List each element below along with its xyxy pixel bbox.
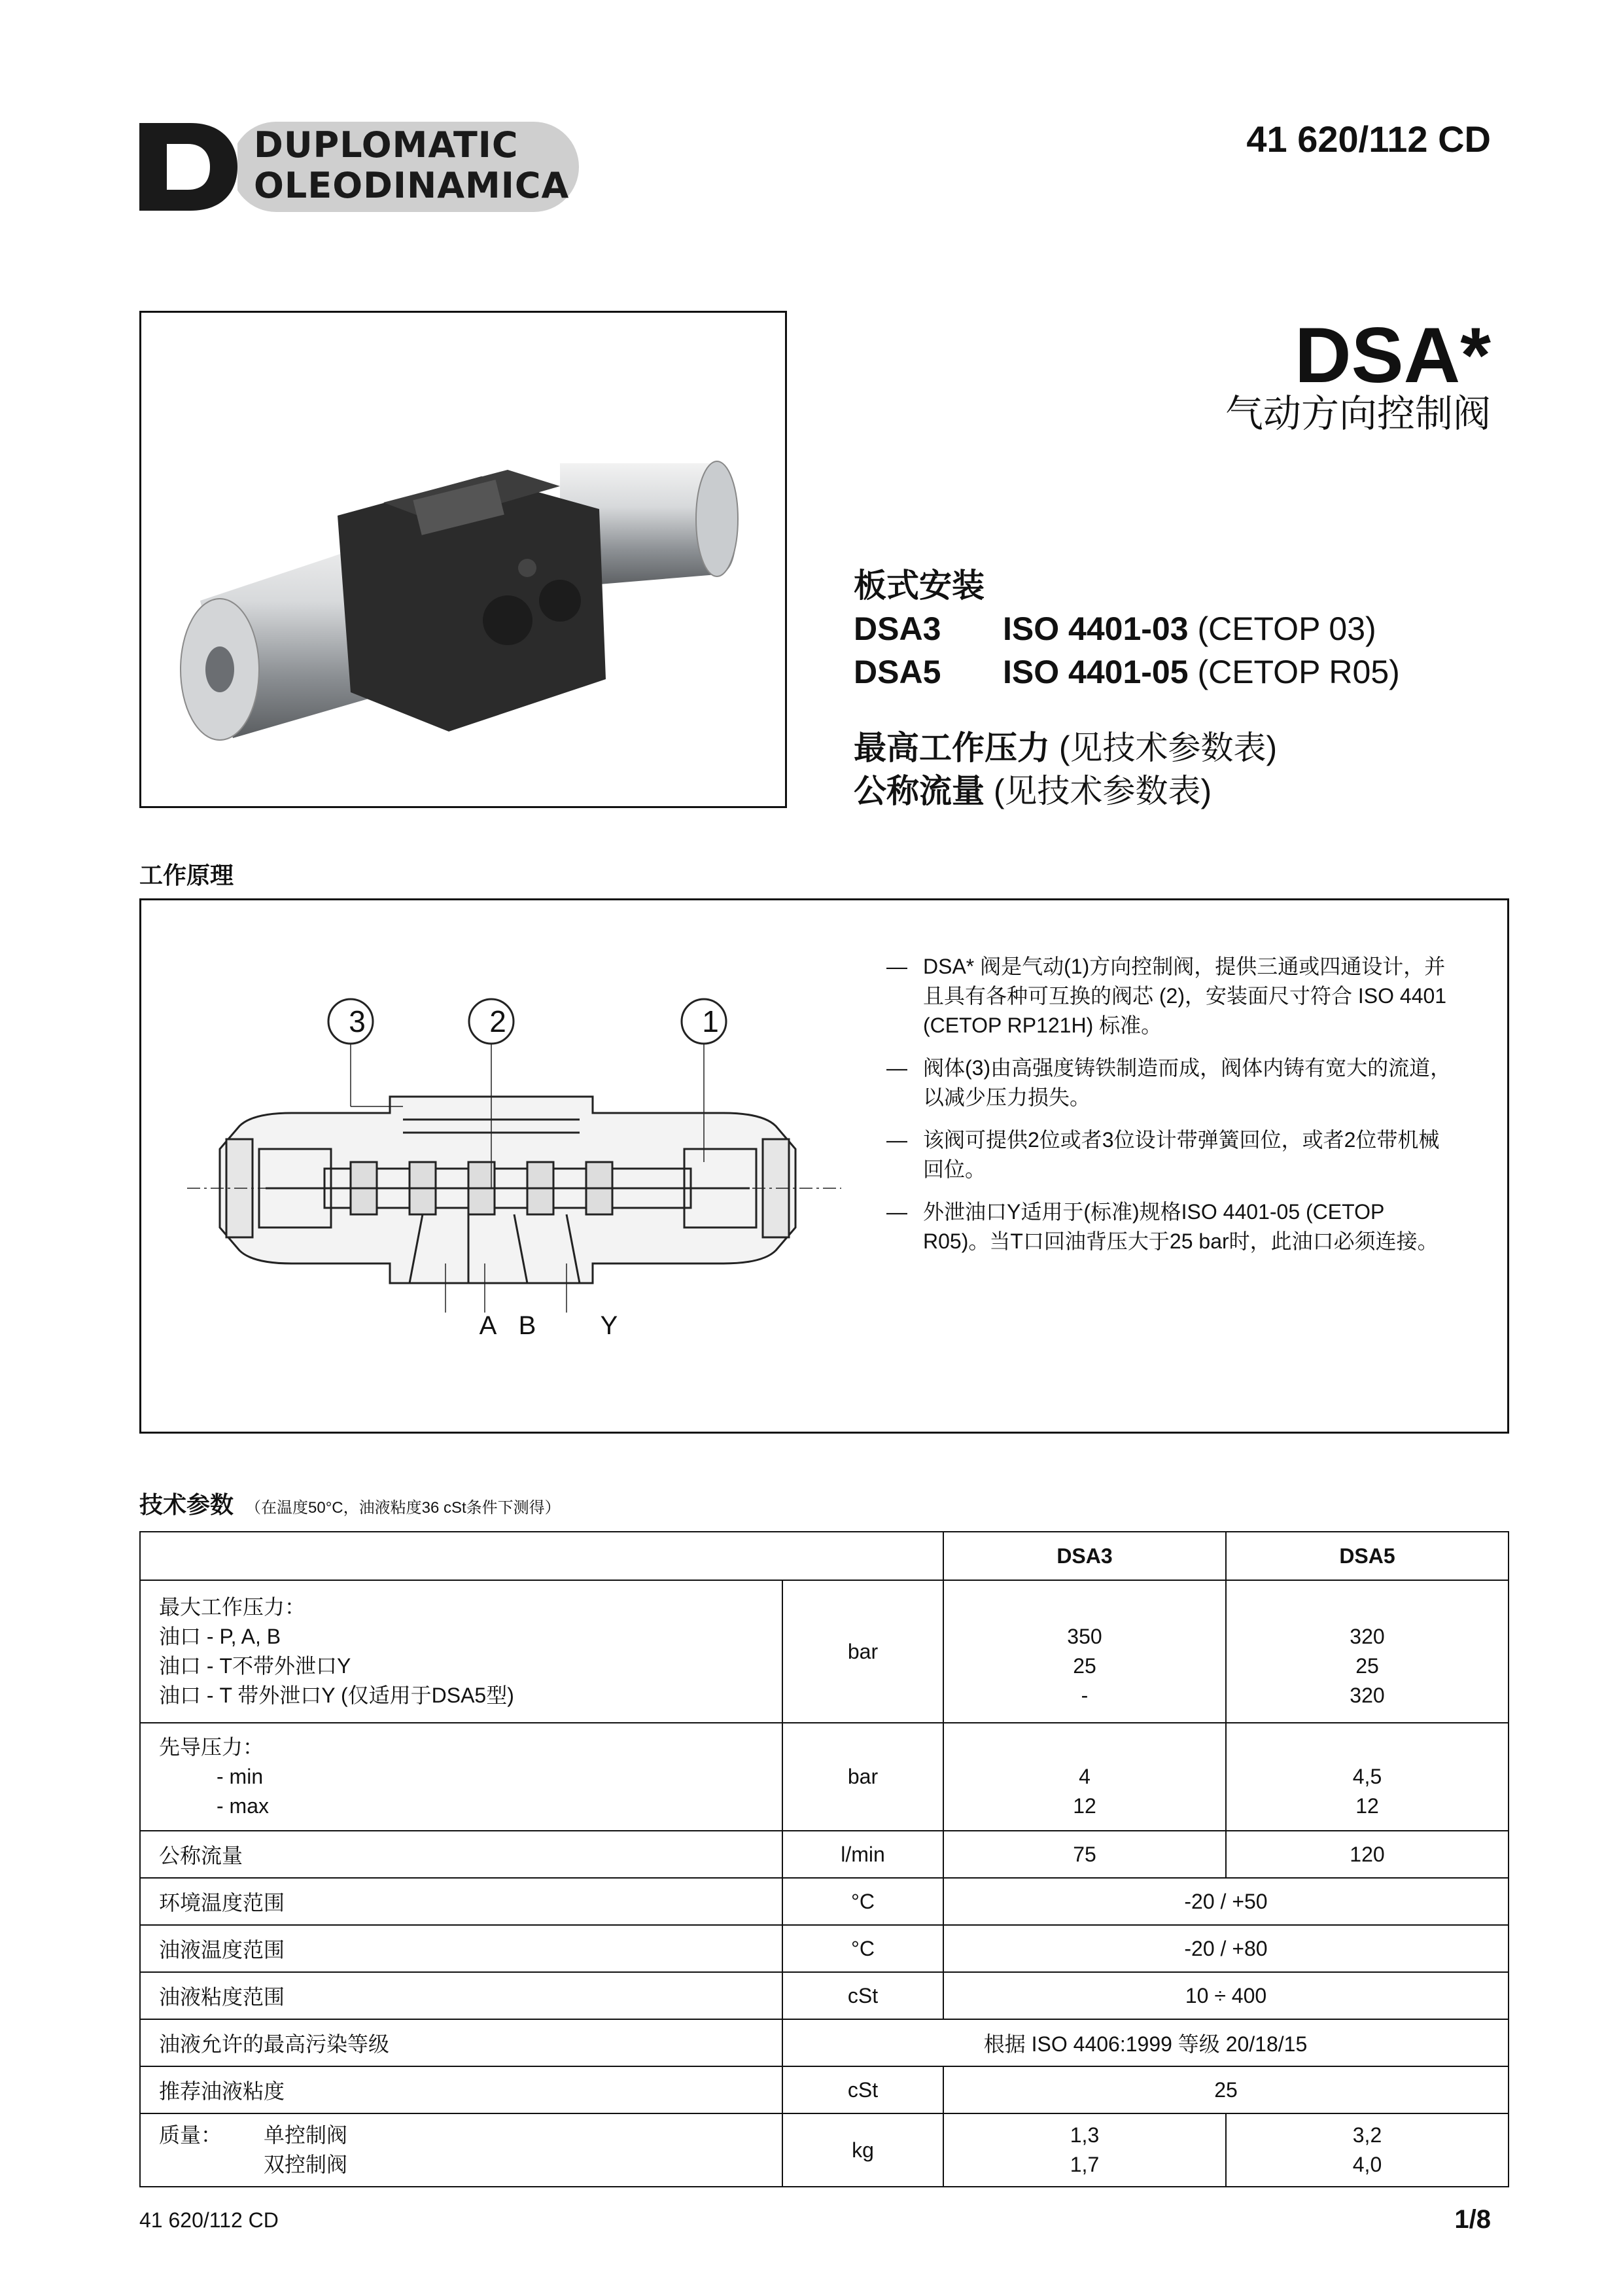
table-row: 油液允许的最高污染等级 根据 ISO 4406:1999 等级 20/18/15 [140,2019,1509,2066]
port-label-y: Y [600,1311,618,1340]
logo-line1: DUPLOMATIC [254,124,519,166]
product-title: DSA* [1294,311,1491,399]
variant-code: DSA5 [854,654,941,690]
callout-1: 1 [702,1004,719,1038]
col-dsa5: DSA5 [1226,1532,1509,1580]
document-number: 41 620/112 CD [1246,118,1491,160]
page-number: 1/8 [1454,2205,1491,2234]
variant-dsa5 [854,650,1400,694]
bullet-item: — 阀体(3)由高强度铸铁制造而成，阀体内铸有宽大的流道，以减少压力损失。 [886,1056,1452,1109]
operating-section-title: 工作原理 [139,862,234,889]
nominal-flow-label: 公称流量 [854,773,985,809]
variant-cetop: (CETOP 03) [1197,610,1376,647]
table-row: 油液粘度范围 cSt 10 ÷ 400 [140,1972,1509,2019]
variant-iso: ISO 4401-03 [1003,610,1189,647]
company-logo [139,119,579,215]
nominal-flow-note: (见技术参数表) [993,773,1212,809]
col-dsa3: DSA3 [943,1532,1226,1580]
variant-dsa3 [854,607,1376,650]
product-subtitle: 气动方向控制阀 [1225,393,1491,435]
table-row: 公称流量 l/min 75 120 [140,1831,1509,1878]
spec-table [139,1531,1509,2187]
variant-cetop: (CETOP R05) [1197,654,1400,690]
table-row: 最大工作压力： 油口 - P, A, B 油口 - T不带外泄口Y 油口 - T 带外泄口Y (仅适用于DSA5型) bar 350 25 - 320 25 320 [140,1580,1509,1723]
table-row: 推荐油液粘度 cSt 25 [140,2066,1509,2113]
valve-section-diagram [187,972,946,1391]
tech-section-note: （在温度50°C，油液粘度36 cSt条件下测得） [245,1499,561,1517]
tech-section-title: 技术参数 （在温度50°C，油液粘度36 cSt条件下测得） [139,1491,561,1518]
nominal-flow-line [854,769,1212,813]
variant-code: DSA3 [854,610,941,647]
table-row: 先导压力： - min - max bar 4 12 4,5 12 [140,1723,1509,1831]
table-row: 油液温度范围 °C -20 / +80 [140,1925,1509,1972]
table-row: 质量： 单控制阀 双控制阀 kg 1,3 1,7 3,2 4,0 [140,2113,1509,2187]
logo-line2: OLEODINAMICA [254,165,570,206]
max-pressure-note: (见技术参数表) [1058,730,1278,766]
bullet-item: — DSA* 阀是气动(1)方向控制阀，提供三通或四通设计，并且具有各种可互换的阀芯 (2)，安装面尺寸符合 ISO 4401 (CETOP RP121H) 标准。 [886,955,1447,1037]
valve-photo [141,313,785,806]
bullet-item: — 外泄油口Y适用于(标准)规格ISO 4401-05 (CETOP R05)。当T口回油背压大于25 bar时，此油口必须连接。 [886,1200,1439,1253]
bullet-item: — 该阀可提供2位或者3位设计带弹簧回位，或者2位带机械回位。 [886,1128,1440,1181]
product-photo-frame [139,311,787,808]
table-row: 环境温度范围 °C -20 / +50 [140,1878,1509,1925]
port-label-a: A [479,1311,497,1340]
operating-bullets [886,952,1456,1269]
max-pressure-line [854,726,1277,769]
mounting-type: 板式安装 [854,567,985,604]
footer-doc-number: 41 620/112 CD [139,2208,279,2232]
port-label-b: B [518,1311,536,1340]
callout-2: 2 [489,1004,506,1038]
callout-3: 3 [349,1004,366,1038]
variant-iso: ISO 4401-05 [1003,654,1189,690]
table-header-row [140,1532,1509,1580]
max-pressure-label: 最高工作压力 [854,730,1050,766]
